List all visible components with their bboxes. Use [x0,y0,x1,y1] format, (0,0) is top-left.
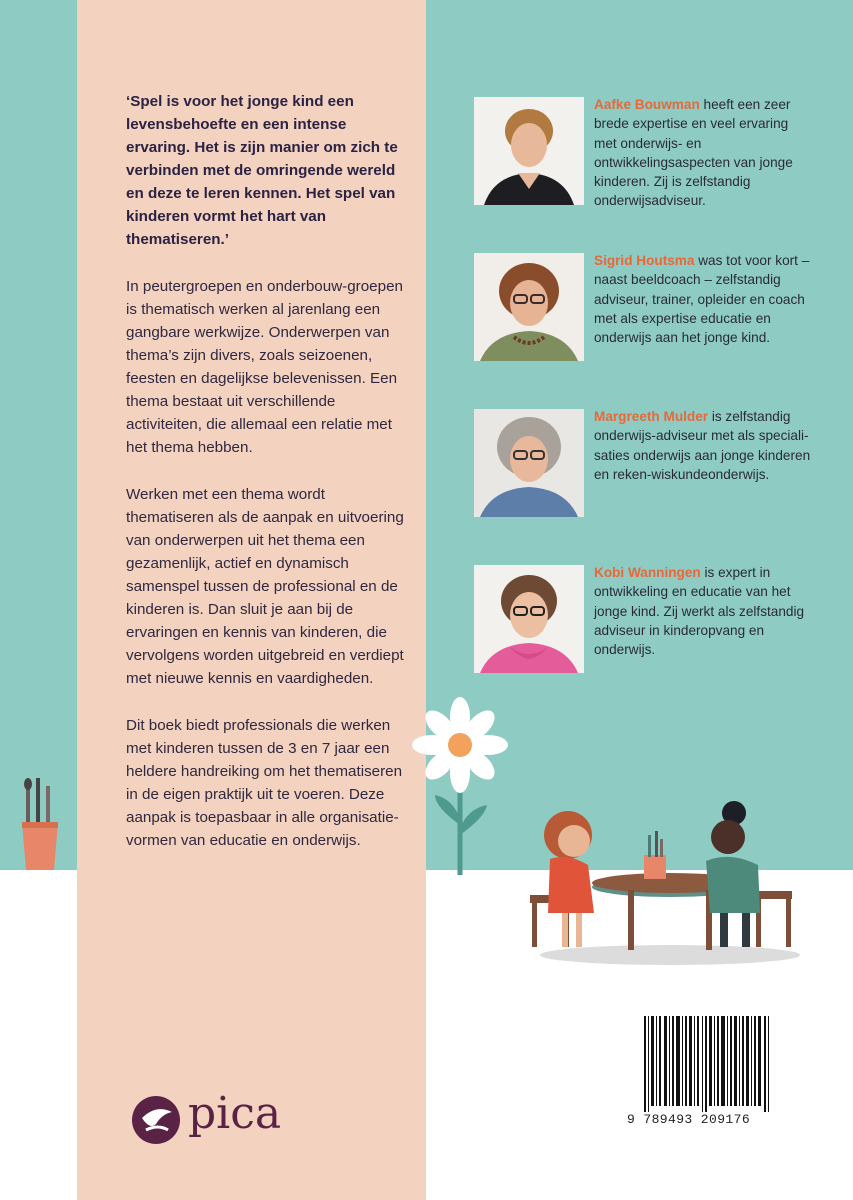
author-photo-sigrid [474,253,584,361]
intro-quote: ‘Spel is voor het jonge kind een levensbehoefte en een intense ervaring. Het is zijn manier om zich te verbinden met de omringende wereld en deze te leren kennen. Het spel van kinderen vormt het hart van thematiseren.’ [126,93,398,248]
author-text-2: was tot voor kort – naast beeldcoach – zelfstandig adviseur, trainer, opleider en coach met als expertise educatie en onderwijs aan het jonge kind. [594,253,810,346]
children-drawing-illustration [520,795,820,970]
author-photo-margreeth [474,409,584,517]
author-bio-1 [594,95,814,211]
author-photo-kobi [474,565,584,673]
author-name-2: Sigrid Houtsma [594,253,695,268]
author-name-4: Kobi Wanningen [594,565,701,580]
paragraph-2: Werken met een thema wordt thematiseren als de aanpak en uitvoering van onderwerpen uit het thema een gezamenlijk, actief en dynamisch samenspel tussen de professional en de kinderen is. Dan sluit je aan bij de ervaringen en kennis van kinderen, die vervolgens worden uitgebreid en verdiept met nieuwe kennis en vaardigheden. [126,486,404,687]
flower-icon [405,695,515,875]
paragraph-1: In peutergroepen en onderbouw-groepen is thematisch werken al jarenlang een gangbare werkwijze. Onderwerpen van thema’s zijn divers, zoals seizoenen, feesten en dagelijkse belevenissen. Een thema bestaat uit verschillende activiteiten, die allemaal een relatie met het thema hebben. [126,278,403,456]
blurb [126,90,411,876]
pencil-cup-icon [18,778,62,874]
isbn-number: 9 789493 209176 [627,1112,751,1127]
author-name-3: Margreeth Mulder [594,409,709,424]
author-bio-2 [594,251,814,347]
publisher-name: pica [188,1088,282,1139]
paragraph-3: Dit boek biedt professionals die werken met kinderen tussen de 3 en 7 jaar een heldere handreiking om het thematiseren in de eigen praktijk uit te voeren. Deze aanpak is toepasbaar in alle organisatie-vormen van educatie en onderwijs. [126,717,403,849]
author-bio-4 [594,563,814,659]
author-name-1: Aafke Bouwman [594,97,700,112]
author-bio-3 [594,407,814,484]
author-text-1: heeft een zeer brede expertise en veel ervaring met onderwijs- en ontwikkelingsaspecten van jonge kinderen. Zij is zelfstandig onderwijsadviseur. [594,97,793,209]
author-photo-aafke [474,97,584,205]
author-text-3: is zelfstandig onderwijs-adviseur met als speciali-saties onderwijs aan jonge kinderen en reken-wiskundeonderwijs. [594,409,811,482]
author-text-4: is expert in ontwikkeling en educatie van het jonge kind. Zij werkt als zelfstandig adviseur in kinderopvang en onderwijs. [594,565,805,658]
